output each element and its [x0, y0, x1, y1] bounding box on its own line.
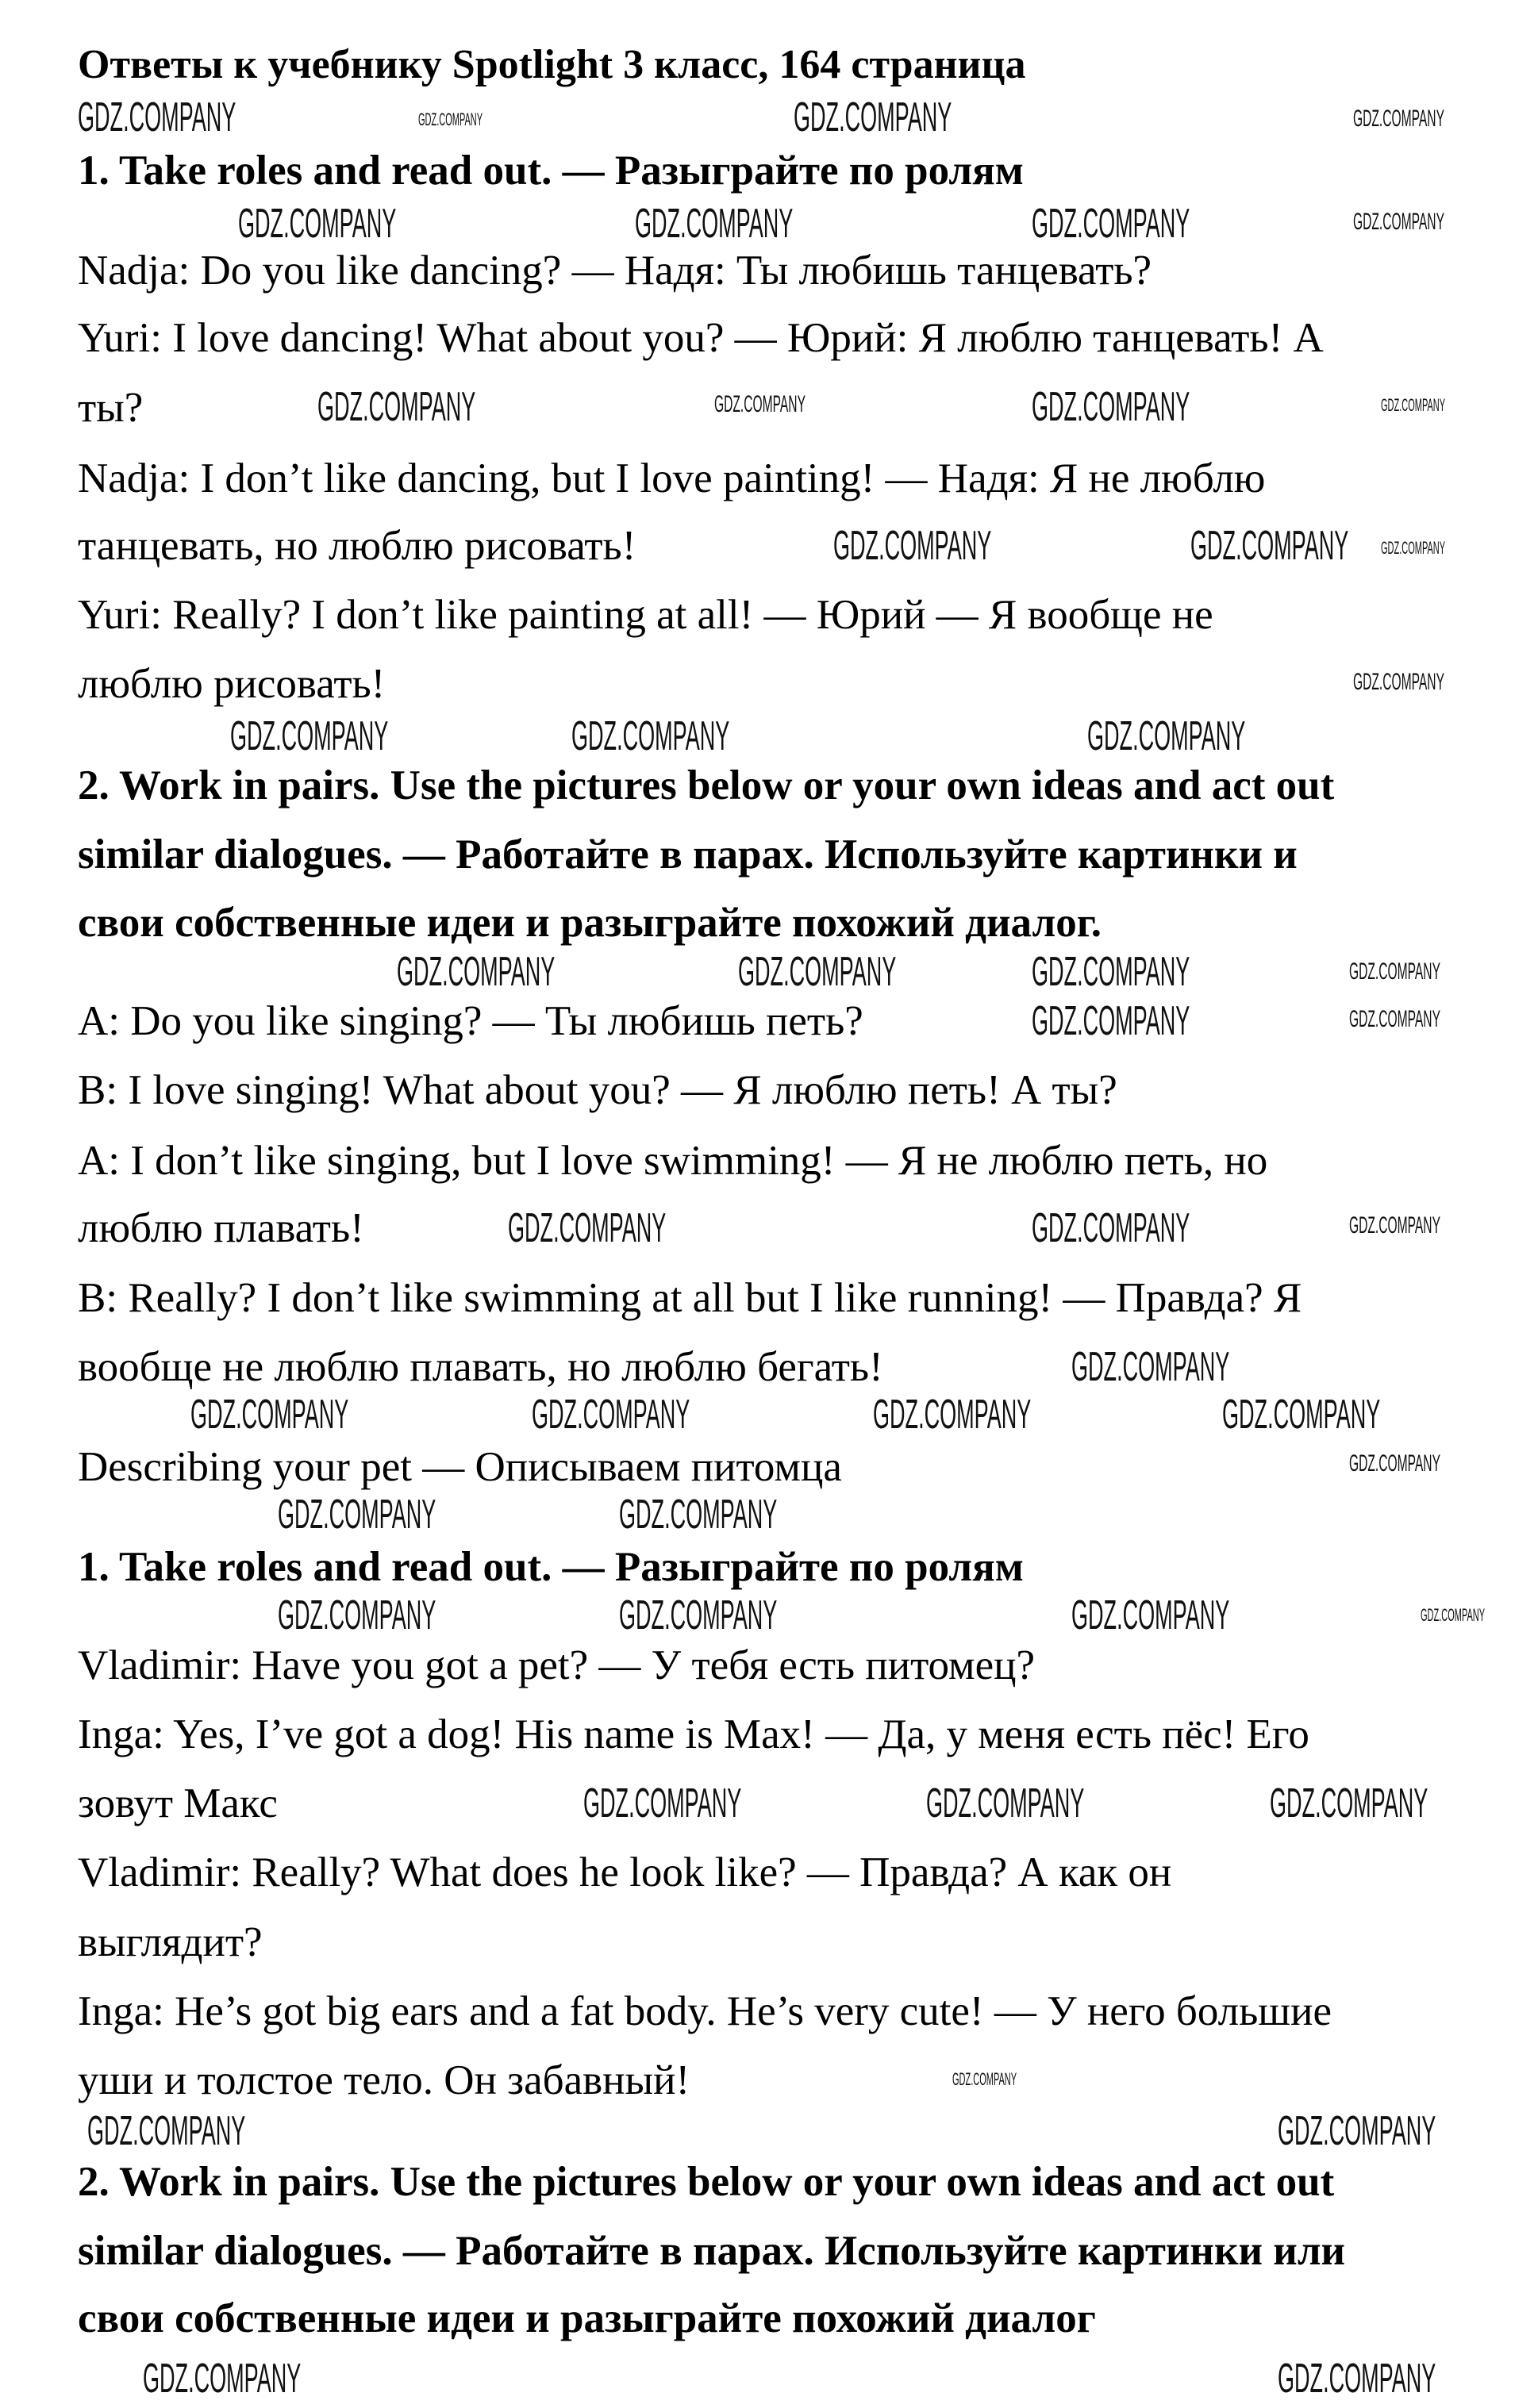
- section-heading: свои собственные идеи и разыграйте похожий диалог.: [78, 900, 1102, 946]
- section-heading: 1. Take roles and read out. — Разыграйте по ролям: [78, 148, 1024, 194]
- watermark: GDZ.COMPANY: [230, 713, 389, 759]
- watermark: GDZ.COMPANY: [1032, 1205, 1190, 1251]
- watermark: GDZ.COMPANY: [1032, 949, 1190, 995]
- watermark: GDZ.COMPANY: [619, 1492, 778, 1538]
- watermark: GDZ.COMPANY: [738, 949, 897, 995]
- watermark: GDZ.COMPANY: [532, 1392, 690, 1438]
- dialogue-line: Yuri: Really? I don’t like painting at all! — Юрий — Я вообще не: [78, 592, 1213, 638]
- watermark: GDZ.COMPANY: [1353, 106, 1444, 132]
- watermark: GDZ.COMPANY: [619, 1592, 778, 1638]
- watermark: GDZ.COMPANY: [1032, 998, 1190, 1044]
- dialogue-line: ты?: [78, 385, 144, 431]
- watermark: GDZ.COMPANY: [1278, 2108, 1436, 2154]
- watermark: GDZ.COMPANY: [1353, 209, 1444, 235]
- watermark: GDZ.COMPANY: [1421, 1605, 1486, 1625]
- watermark: GDZ.COMPANY: [873, 1392, 1032, 1438]
- watermark: GDZ.COMPANY: [833, 523, 992, 569]
- dialogue-line: Describing your pet — Описываем питомца: [78, 1444, 842, 1490]
- dialogue-line: люблю плавать!: [78, 1205, 364, 1251]
- watermark: GDZ.COMPANY: [794, 94, 952, 140]
- watermark: GDZ.COMPANY: [1087, 713, 1246, 759]
- dialogue-line: B: Really? I don’t like swimming at all but I like running! — Правда? Я: [78, 1275, 1302, 1321]
- section-heading: 1. Take roles and read out. — Разыграйте по ролям: [78, 1544, 1024, 1590]
- watermark: GDZ.COMPANY: [397, 949, 556, 995]
- dialogue-line: люблю рисовать!: [78, 661, 386, 707]
- watermark: GDZ.COMPANY: [1071, 1592, 1230, 1638]
- dialogue-line: Nadja: Do you like dancing? — Надя: Ты любишь танцевать?: [78, 248, 1152, 294]
- watermark: GDZ.COMPANY: [1190, 523, 1349, 569]
- watermark: GDZ.COMPANY: [1349, 1006, 1440, 1032]
- watermark: GDZ.COMPANY: [1278, 2356, 1436, 2402]
- watermark: GDZ.COMPANY: [418, 109, 483, 129]
- watermark: GDZ.COMPANY: [1381, 538, 1446, 558]
- watermark: GDZ.COMPANY: [317, 384, 476, 430]
- watermark: GDZ.COMPANY: [278, 1492, 436, 1538]
- dialogue-line: A: I don’t like singing, but I love swimming! — Я не люблю петь, но: [78, 1138, 1268, 1184]
- watermark: GDZ.COMPANY: [78, 94, 236, 140]
- dialogue-line: Inga: He’s got big ears and a fat body. He’s very cute! — У него большие: [78, 1988, 1332, 2034]
- watermark: GDZ.COMPANY: [1222, 1392, 1381, 1438]
- section-heading: 2. Work in pairs. Use the pictures below or your own ideas and act out: [78, 2159, 1335, 2205]
- dialogue-line: A: Do you like singing? — Ты любишь петь?: [78, 998, 863, 1044]
- watermark: GDZ.COMPANY: [1071, 1344, 1230, 1390]
- watermark: GDZ.COMPANY: [508, 1205, 667, 1251]
- watermark: GDZ.COMPANY: [1032, 201, 1190, 247]
- dialogue-line: Nadja: I don’t like dancing, but I love painting! — Надя: Я не люблю: [78, 455, 1266, 501]
- dialogue-line: уши и толстое тело. Он забавный!: [78, 2057, 690, 2103]
- watermark: GDZ.COMPANY: [1270, 1780, 1428, 1826]
- watermark: GDZ.COMPANY: [571, 713, 730, 759]
- section-heading: similar dialogues. — Работайте в парах. Используйте картинки и: [78, 831, 1298, 878]
- section-heading: свои собственные идеи и разыграйте похожий диалог: [78, 2295, 1096, 2341]
- watermark: GDZ.COMPANY: [1381, 395, 1446, 415]
- watermark: GDZ.COMPANY: [278, 1592, 436, 1638]
- section-heading: similar dialogues. — Работайте в парах. Используйте картинки или: [78, 2228, 1346, 2274]
- dialogue-line: B: I love singing! What about you? — Я люблю петь! А ты?: [78, 1067, 1117, 1113]
- watermark: GDZ.COMPANY: [1032, 384, 1190, 430]
- page-title: Ответы к учебнику Spotlight 3 класс, 164 страница: [78, 42, 1026, 87]
- dialogue-line: выглядит?: [78, 1919, 263, 1965]
- watermark: GDZ.COMPANY: [714, 391, 806, 417]
- watermark: GDZ.COMPANY: [952, 2069, 1017, 2089]
- dialogue-line: вообще не люблю плавать, но люблю бегать!: [78, 1344, 883, 1390]
- dialogue-line: Vladimir: Have you got a pet? — У тебя есть питомец?: [78, 1642, 1035, 1688]
- watermark: GDZ.COMPANY: [143, 2356, 302, 2402]
- watermark: GDZ.COMPANY: [87, 2108, 246, 2154]
- watermark: GDZ.COMPANY: [583, 1780, 742, 1826]
- watermark: GDZ.COMPANY: [1349, 1212, 1440, 1239]
- watermark: GDZ.COMPANY: [926, 1780, 1085, 1826]
- dialogue-line: зовут Макс: [78, 1780, 278, 1826]
- dialogue-line: Vladimir: Really? What does he look like? — Правда? А как он: [78, 1849, 1172, 1895]
- dialogue-line: танцевать, но люблю рисовать!: [78, 523, 636, 569]
- watermark: GDZ.COMPANY: [238, 201, 397, 247]
- watermark: GDZ.COMPANY: [1349, 1450, 1440, 1477]
- watermark: GDZ.COMPANY: [635, 201, 794, 247]
- dialogue-line: Yuri: I love dancing! What about you? — Юрий: Я люблю танцевать! А: [78, 315, 1324, 361]
- dialogue-line: Inga: Yes, I’ve got a dog! His name is Max! — Да, у меня есть пёс! Его: [78, 1711, 1309, 1757]
- watermark: GDZ.COMPANY: [190, 1392, 349, 1438]
- section-heading: 2. Work in pairs. Use the pictures below or your own ideas and act out: [78, 762, 1335, 808]
- watermark: GDZ.COMPANY: [1353, 669, 1444, 695]
- watermark: GDZ.COMPANY: [1349, 958, 1440, 985]
